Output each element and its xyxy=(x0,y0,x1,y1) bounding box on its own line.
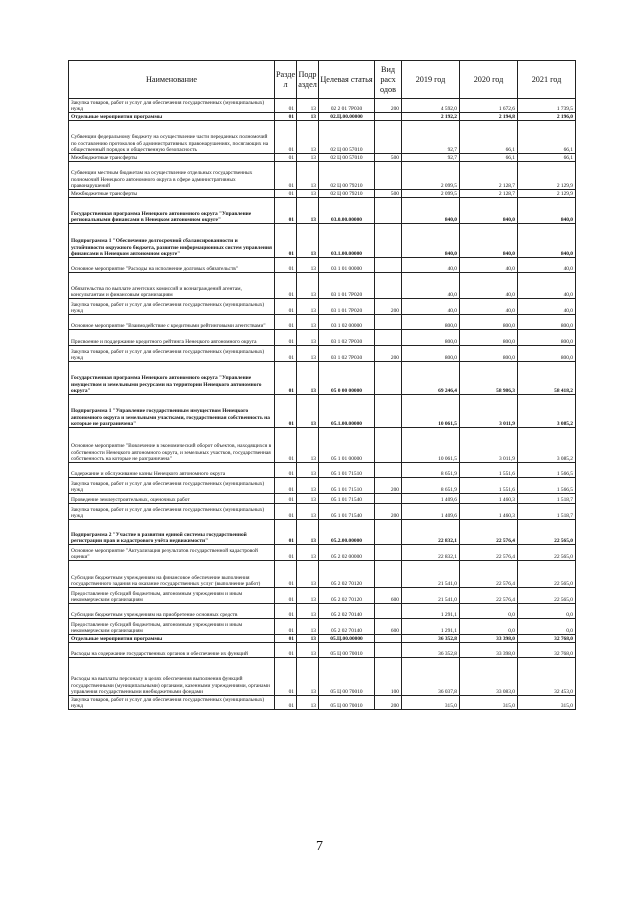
cell-razdel: 01 xyxy=(275,643,297,658)
cell-2021: 0,0 xyxy=(518,604,576,619)
cell-podrazdel: 13 xyxy=(297,604,319,619)
cell-2020: 33 398,0 xyxy=(460,635,518,643)
header-year-2021: 2021 год xyxy=(518,61,576,99)
cell-2020: 66,1 xyxy=(460,121,518,154)
cell-expense-type: 200 xyxy=(375,504,402,520)
cell-2020: 2 128,7 xyxy=(460,162,518,190)
cell-podrazdel: 13 xyxy=(297,273,319,299)
cell-podrazdel: 13 xyxy=(297,658,319,696)
cell-target-article: 05 0 00 00000 xyxy=(319,362,375,395)
cell-2021: 1 739,5 xyxy=(518,99,576,113)
table-row xyxy=(69,162,576,190)
cell-expense-type xyxy=(375,604,402,619)
cell-2020: 33 083,0 xyxy=(460,658,518,696)
cell-expense-type: 200 xyxy=(375,99,402,113)
cell-podrazdel: 13 xyxy=(297,494,319,504)
cell-target-article: 05 2 02 70140 xyxy=(319,619,375,635)
cell-expense-type xyxy=(375,494,402,504)
table-row xyxy=(69,258,576,273)
cell-name: Подпрограмма 1 "Обеспечение долгосрочной сбалансированности и устойчивости окружного бюджета, развитие информационных систем управления финансами в Ненецком автономном округе" xyxy=(69,224,275,258)
cell-podrazdel: 13 xyxy=(297,330,319,346)
cell-name: Закупка товаров, работ и услуг для обеспечения государственных (муниципальных) нужд xyxy=(69,504,275,520)
cell-name: Расходы на содержание государственных органов и обеспечение их функций xyxy=(69,643,275,658)
cell-target-article: 05 2 02 70120 xyxy=(319,561,375,588)
cell-2019: 92,7 xyxy=(402,154,460,162)
cell-target-article: 02 2 01 7Р030 xyxy=(319,99,375,113)
table-row xyxy=(69,604,576,619)
cell-name: Государственная программа Ненецкого автономного округа "Управление имуществом и земельными ресурсами на территории Ненецкого автономного округа" xyxy=(69,362,275,395)
cell-name: Проведение землеустроительных, оценочных работ xyxy=(69,494,275,504)
cell-razdel: 01 xyxy=(275,273,297,299)
cell-razdel: 01 xyxy=(275,258,297,273)
table-row xyxy=(69,643,576,658)
cell-expense-type xyxy=(375,121,402,154)
cell-podrazdel: 13 xyxy=(297,478,319,494)
cell-name: Субсидии бюджетным учреждениям на финансовое обеспечение выполнения государственного задания на оказание государственных услуг (выполнение работ) xyxy=(69,561,275,588)
cell-name: Расходы на выплаты персоналу в целях обеспечения выполнения функций государственными (муниципальными) органами, казенными учреждениями, органами управления государственными внебюджетными фондами xyxy=(69,658,275,696)
cell-name: Присвоение и поддержание кредитного рейтинга Ненецкого автономного округа xyxy=(69,330,275,346)
table-row xyxy=(69,545,576,561)
cell-expense-type xyxy=(375,428,402,463)
cell-2021: 66,1 xyxy=(518,121,576,154)
table-row xyxy=(69,504,576,520)
cell-2021: 40,0 xyxy=(518,258,576,273)
page-number: 7 xyxy=(316,839,323,854)
cell-2020: 22 576,4 xyxy=(460,561,518,588)
cell-2019: 40,0 xyxy=(402,258,460,273)
cell-expense-type: 600 xyxy=(375,588,402,604)
table-row xyxy=(69,658,576,696)
cell-2020: 315,0 xyxy=(460,696,518,710)
cell-target-article: 03 1 01 7Р020 xyxy=(319,299,375,315)
cell-razdel: 01 xyxy=(275,346,297,362)
cell-name: Межбюджетные трансферты xyxy=(69,154,275,162)
cell-podrazdel: 13 xyxy=(297,113,319,121)
cell-2020: 22 576,4 xyxy=(460,588,518,604)
cell-expense-type xyxy=(375,315,402,330)
cell-target-article: 05.1.00.00000 xyxy=(319,395,375,428)
cell-razdel: 01 xyxy=(275,162,297,190)
cell-target-article: 02 Ц 00 57010 xyxy=(319,154,375,162)
cell-2021: 2 196,0 xyxy=(518,113,576,121)
cell-podrazdel: 13 xyxy=(297,154,319,162)
cell-razdel: 01 xyxy=(275,478,297,494)
table-header xyxy=(69,61,576,99)
cell-expense-type: 200 xyxy=(375,696,402,710)
cell-2020: 3 011,9 xyxy=(460,428,518,463)
cell-2021: 32 453,0 xyxy=(518,658,576,696)
table-body xyxy=(69,99,576,710)
cell-expense-type: 200 xyxy=(375,299,402,315)
cell-podrazdel: 13 xyxy=(297,635,319,643)
cell-target-article: 05.2.00.00000 xyxy=(319,520,375,545)
cell-expense-type: 500 xyxy=(375,154,402,162)
cell-podrazdel: 13 xyxy=(297,224,319,258)
cell-name: Государственная программа Ненецкого автономного округа "Управление региональными финансами в Ненецком автономном округе" xyxy=(69,198,275,224)
cell-target-article: 05 2 02 70140 xyxy=(319,604,375,619)
cell-target-article: 02 Ц 00 57010 xyxy=(319,121,375,154)
cell-2020: 66,1 xyxy=(460,154,518,162)
cell-podrazdel: 13 xyxy=(297,504,319,520)
cell-name: Субсидии бюджетным учреждениям на приобретение основных средств xyxy=(69,604,275,619)
cell-target-article: 05 Ц 00 70010 xyxy=(319,658,375,696)
table-row xyxy=(69,224,576,258)
cell-2019: 40,0 xyxy=(402,273,460,299)
cell-name: Закупка товаров, работ и услуг для обеспечения государственных (муниципальных) нужд xyxy=(69,346,275,362)
cell-2020: 1 460,3 xyxy=(460,504,518,520)
cell-expense-type: 600 xyxy=(375,619,402,635)
cell-2021: 3 085,2 xyxy=(518,428,576,463)
cell-2020: 58 986,3 xyxy=(460,362,518,395)
cell-name: Межбюджетные трансферты xyxy=(69,190,275,198)
cell-expense-type xyxy=(375,395,402,428)
budget-table xyxy=(68,60,576,710)
cell-target-article: 05 1 01 00000 xyxy=(319,428,375,463)
cell-razdel: 01 xyxy=(275,494,297,504)
cell-razdel: 01 xyxy=(275,463,297,478)
cell-2021: 800,0 xyxy=(518,346,576,362)
cell-target-article: 05 Ц 00 70010 xyxy=(319,696,375,710)
cell-podrazdel: 13 xyxy=(297,463,319,478)
table-row xyxy=(69,273,576,299)
cell-target-article: 03.1.00.00000 xyxy=(319,224,375,258)
cell-expense-type xyxy=(375,643,402,658)
cell-2021: 22 565,0 xyxy=(518,588,576,604)
cell-razdel: 01 xyxy=(275,520,297,545)
cell-name: Основное мероприятие "Расходы на исполнение долговых обязательств" xyxy=(69,258,275,273)
cell-2019: 10 061,5 xyxy=(402,395,460,428)
cell-razdel: 01 xyxy=(275,362,297,395)
cell-2019: 69 246,4 xyxy=(402,362,460,395)
cell-2019: 1 409,6 xyxy=(402,494,460,504)
cell-podrazdel: 13 xyxy=(297,190,319,198)
cell-expense-type xyxy=(375,162,402,190)
table-row xyxy=(69,588,576,604)
cell-target-article: 05 1 01 71510 xyxy=(319,478,375,494)
cell-2019: 36 352,8 xyxy=(402,643,460,658)
cell-expense-type xyxy=(375,520,402,545)
cell-podrazdel: 13 xyxy=(297,99,319,113)
cell-2021: 1 518,7 xyxy=(518,504,576,520)
cell-target-article: 02 Ц 00 79210 xyxy=(319,190,375,198)
cell-name: Закупка товаров, работ и услуг для обеспечения государственных (муниципальных) нужд xyxy=(69,478,275,494)
cell-2021: 22 565,0 xyxy=(518,561,576,588)
table-row xyxy=(69,619,576,635)
cell-podrazdel: 13 xyxy=(297,619,319,635)
cell-razdel: 01 xyxy=(275,121,297,154)
cell-expense-type: 100 xyxy=(375,658,402,696)
cell-2019: 800,0 xyxy=(402,315,460,330)
cell-target-article: 03 1 02 7Р030 xyxy=(319,346,375,362)
cell-2020: 2 128,7 xyxy=(460,190,518,198)
cell-expense-type xyxy=(375,273,402,299)
cell-2021: 800,0 xyxy=(518,330,576,346)
cell-podrazdel: 13 xyxy=(297,315,319,330)
cell-expense-type: 200 xyxy=(375,346,402,362)
cell-2019: 8 651,9 xyxy=(402,463,460,478)
header-year-2019: 2019 год xyxy=(402,61,460,99)
cell-razdel: 01 xyxy=(275,561,297,588)
cell-2021: 2 129,9 xyxy=(518,190,576,198)
cell-razdel: 01 xyxy=(275,190,297,198)
cell-razdel: 01 xyxy=(275,299,297,315)
cell-razdel: 01 xyxy=(275,696,297,710)
cell-2020: 3 011,9 xyxy=(460,395,518,428)
cell-2021: 0,0 xyxy=(518,619,576,635)
cell-expense-type xyxy=(375,224,402,258)
cell-name: Основное мероприятие "Вовлечение в экономический оборот объектов, находящихся в собственности Ненецкого автономного округа, и земельных участков, государственная собственность на которые не разграничена" xyxy=(69,428,275,463)
cell-expense-type xyxy=(375,330,402,346)
cell-razdel: 01 xyxy=(275,395,297,428)
cell-name: Отдельные мероприятия программы xyxy=(69,635,275,643)
cell-2020: 1 551,6 xyxy=(460,478,518,494)
cell-razdel: 01 xyxy=(275,504,297,520)
cell-2020: 800,0 xyxy=(460,330,518,346)
cell-podrazdel: 13 xyxy=(297,258,319,273)
cell-name: Закупка товаров, работ и услуг для обеспечения государственных (муниципальных) нужд xyxy=(69,696,275,710)
table-row xyxy=(69,299,576,315)
cell-razdel: 01 xyxy=(275,619,297,635)
table-row xyxy=(69,121,576,154)
cell-2019: 10 061,5 xyxy=(402,428,460,463)
cell-expense-type: 200 xyxy=(375,478,402,494)
cell-2019: 800,0 xyxy=(402,330,460,346)
cell-expense-type: 500 xyxy=(375,190,402,198)
cell-target-article: 03 1 02 7Р030 xyxy=(319,330,375,346)
cell-target-article: 05 1 01 71540 xyxy=(319,494,375,504)
cell-2019: 1 291,1 xyxy=(402,619,460,635)
cell-podrazdel: 13 xyxy=(297,588,319,604)
table-row xyxy=(69,113,576,121)
cell-podrazdel: 13 xyxy=(297,545,319,561)
cell-razdel: 01 xyxy=(275,428,297,463)
cell-2021: 32 768,0 xyxy=(518,635,576,643)
cell-expense-type xyxy=(375,258,402,273)
cell-target-article: 05 Ц 00 70010 xyxy=(319,643,375,658)
cell-target-article: 02.Ц.00.00000 xyxy=(319,113,375,121)
cell-2020: 1 460,3 xyxy=(460,494,518,504)
cell-expense-type xyxy=(375,635,402,643)
cell-2021: 840,0 xyxy=(518,198,576,224)
cell-2021: 3 085,2 xyxy=(518,395,576,428)
cell-2019: 2 099,5 xyxy=(402,190,460,198)
table-row xyxy=(69,99,576,113)
cell-2020: 40,0 xyxy=(460,299,518,315)
cell-2019: 2 192,2 xyxy=(402,113,460,121)
table-row xyxy=(69,463,576,478)
cell-2021: 32 768,0 xyxy=(518,643,576,658)
cell-2020: 840,0 xyxy=(460,198,518,224)
cell-2020: 840,0 xyxy=(460,224,518,258)
cell-razdel: 01 xyxy=(275,315,297,330)
header-podrazdel: Подр аздел xyxy=(297,61,319,99)
cell-name: Предоставление субсидий бюджетным, автономным учреждениям и иным некоммерческим организациям xyxy=(69,588,275,604)
cell-target-article: 03 1 01 00000 xyxy=(319,258,375,273)
cell-target-article: 03 1 02 00000 xyxy=(319,315,375,330)
cell-2021: 840,0 xyxy=(518,224,576,258)
cell-2020: 0,0 xyxy=(460,619,518,635)
cell-podrazdel: 13 xyxy=(297,696,319,710)
cell-razdel: 01 xyxy=(275,545,297,561)
table-row xyxy=(69,362,576,395)
cell-2019: 840,0 xyxy=(402,198,460,224)
header-year-2020: 2020 год xyxy=(460,61,518,99)
cell-2020: 33 398,0 xyxy=(460,643,518,658)
cell-name: Закупка товаров, работ и услуг для обеспечения государственных (муниципальных) нужд xyxy=(69,99,275,113)
cell-razdel: 01 xyxy=(275,154,297,162)
cell-target-article: 05 1 01 71510 xyxy=(319,463,375,478)
cell-2020: 22 576,4 xyxy=(460,545,518,561)
cell-2021: 66,1 xyxy=(518,154,576,162)
cell-podrazdel: 13 xyxy=(297,643,319,658)
cell-2020: 1 672,6 xyxy=(460,99,518,113)
table-row xyxy=(69,696,576,710)
cell-2021: 22 565,0 xyxy=(518,520,576,545)
cell-2020: 0,0 xyxy=(460,604,518,619)
cell-target-article: 02 Ц 00 79210 xyxy=(319,162,375,190)
cell-2019: 40,0 xyxy=(402,299,460,315)
cell-razdel: 01 xyxy=(275,113,297,121)
cell-2021: 1 518,7 xyxy=(518,494,576,504)
table-row xyxy=(69,154,576,162)
header-target-article: Целевая статья xyxy=(319,61,375,99)
cell-podrazdel: 13 xyxy=(297,520,319,545)
cell-expense-type xyxy=(375,113,402,121)
cell-2019: 21 541,0 xyxy=(402,561,460,588)
table-row xyxy=(69,330,576,346)
cell-2019: 22 832,1 xyxy=(402,545,460,561)
cell-2021: 40,0 xyxy=(518,273,576,299)
cell-name: Основное мероприятие "Актуализация результатов государственной кадастровой оценки" xyxy=(69,545,275,561)
cell-name: Закупка товаров, работ и услуг для обеспечения государственных (муниципальных) нужд xyxy=(69,299,275,315)
cell-name: Предоставление субсидий бюджетным, автономным учреждениям и иным некоммерческим организациям xyxy=(69,619,275,635)
cell-target-article: 05 2 02 00000 xyxy=(319,545,375,561)
cell-2020: 800,0 xyxy=(460,315,518,330)
cell-target-article: 05 1 01 71540 xyxy=(319,504,375,520)
cell-podrazdel: 13 xyxy=(297,162,319,190)
table-row xyxy=(69,635,576,643)
cell-2019: 21 541,0 xyxy=(402,588,460,604)
cell-podrazdel: 13 xyxy=(297,299,319,315)
cell-podrazdel: 13 xyxy=(297,346,319,362)
cell-expense-type xyxy=(375,545,402,561)
cell-2020: 2 194,8 xyxy=(460,113,518,121)
cell-2019: 840,0 xyxy=(402,224,460,258)
cell-podrazdel: 13 xyxy=(297,428,319,463)
cell-2019: 4 592,0 xyxy=(402,99,460,113)
cell-2021: 40,0 xyxy=(518,299,576,315)
cell-razdel: 01 xyxy=(275,224,297,258)
cell-2019: 315,0 xyxy=(402,696,460,710)
cell-2019: 1 409,6 xyxy=(402,504,460,520)
cell-razdel: 01 xyxy=(275,658,297,696)
cell-name: Основное мероприятие "Взаимодействие с кредитными рейтинговыми агентствами" xyxy=(69,315,275,330)
cell-2021: 1 566,5 xyxy=(518,478,576,494)
cell-target-article: 05.Ц.00.00000 xyxy=(319,635,375,643)
cell-2021: 315,0 xyxy=(518,696,576,710)
cell-razdel: 01 xyxy=(275,635,297,643)
cell-2021: 22 565,0 xyxy=(518,545,576,561)
cell-razdel: 01 xyxy=(275,330,297,346)
cell-target-article: 05 2 02 70120 xyxy=(319,588,375,604)
cell-razdel: 01 xyxy=(275,588,297,604)
cell-name: Обязательства по выплате агентских комиссий и вознаграждений агентам, консультантам и финансовым организациям xyxy=(69,273,275,299)
cell-expense-type xyxy=(375,198,402,224)
table-row xyxy=(69,428,576,463)
header-expense-type: Вид расх одов xyxy=(375,61,402,99)
cell-2021: 2 129,9 xyxy=(518,162,576,190)
cell-name: Субвенции местным бюджетам на осуществление отдельных государственных полномочий Ненецкого автономного округа в сфере административных правонарушений xyxy=(69,162,275,190)
cell-name: Подпрограмма 2 "Участие в развитии единой системы государственной регистрации прав и кадастрового учёта недвижимости" xyxy=(69,520,275,545)
cell-podrazdel: 13 xyxy=(297,121,319,154)
cell-podrazdel: 13 xyxy=(297,561,319,588)
cell-razdel: 01 xyxy=(275,99,297,113)
table-row xyxy=(69,198,576,224)
cell-razdel: 01 xyxy=(275,604,297,619)
header-row xyxy=(69,61,576,99)
cell-podrazdel: 13 xyxy=(297,362,319,395)
cell-razdel: 01 xyxy=(275,198,297,224)
table-row xyxy=(69,346,576,362)
cell-expense-type xyxy=(375,362,402,395)
cell-2019: 22 832,1 xyxy=(402,520,460,545)
table-row xyxy=(69,561,576,588)
cell-2019: 800,0 xyxy=(402,346,460,362)
cell-name: Содержание и обслуживание казны Ненецкого автономного округа xyxy=(69,463,275,478)
cell-2020: 1 551,6 xyxy=(460,463,518,478)
table-row xyxy=(69,395,576,428)
cell-target-article: 03 1 01 7Р020 xyxy=(319,273,375,299)
cell-target-article: 03.0.00.00000 xyxy=(319,198,375,224)
cell-2019: 2 099,5 xyxy=(402,162,460,190)
cell-2021: 800,0 xyxy=(518,315,576,330)
cell-2021: 1 566,5 xyxy=(518,463,576,478)
cell-2021: 58 418,2 xyxy=(518,362,576,395)
cell-2019: 1 291,1 xyxy=(402,604,460,619)
cell-podrazdel: 13 xyxy=(297,395,319,428)
cell-2019: 92,7 xyxy=(402,121,460,154)
cell-2020: 800,0 xyxy=(460,346,518,362)
cell-2019: 8 651,9 xyxy=(402,478,460,494)
cell-name: Отдельные мероприятия программы xyxy=(69,113,275,121)
table-row xyxy=(69,315,576,330)
cell-expense-type xyxy=(375,561,402,588)
cell-podrazdel: 13 xyxy=(297,198,319,224)
cell-2019: 36 037,8 xyxy=(402,658,460,696)
cell-name: Субвенции федеральному бюджету на осуществление части переданных полномочий по составлению протоколов об административных правонарушениях, посягающих на общественный порядок и общественную безопасность xyxy=(69,121,275,154)
cell-2020: 40,0 xyxy=(460,273,518,299)
header-razdel: Разде л xyxy=(275,61,297,99)
cell-2020: 22 576,4 xyxy=(460,520,518,545)
cell-2019: 36 352,8 xyxy=(402,635,460,643)
table-row xyxy=(69,520,576,545)
table-row xyxy=(69,190,576,198)
table-row xyxy=(69,494,576,504)
cell-expense-type xyxy=(375,463,402,478)
header-name: Наименование xyxy=(69,61,275,99)
table-row xyxy=(69,478,576,494)
cell-name: Подпрограмма 1 "Управление государственным имуществом Ненецкого автономного округа и земельными участками, государственная собственность на которые не разграничена" xyxy=(69,395,275,428)
cell-2020: 40,0 xyxy=(460,258,518,273)
